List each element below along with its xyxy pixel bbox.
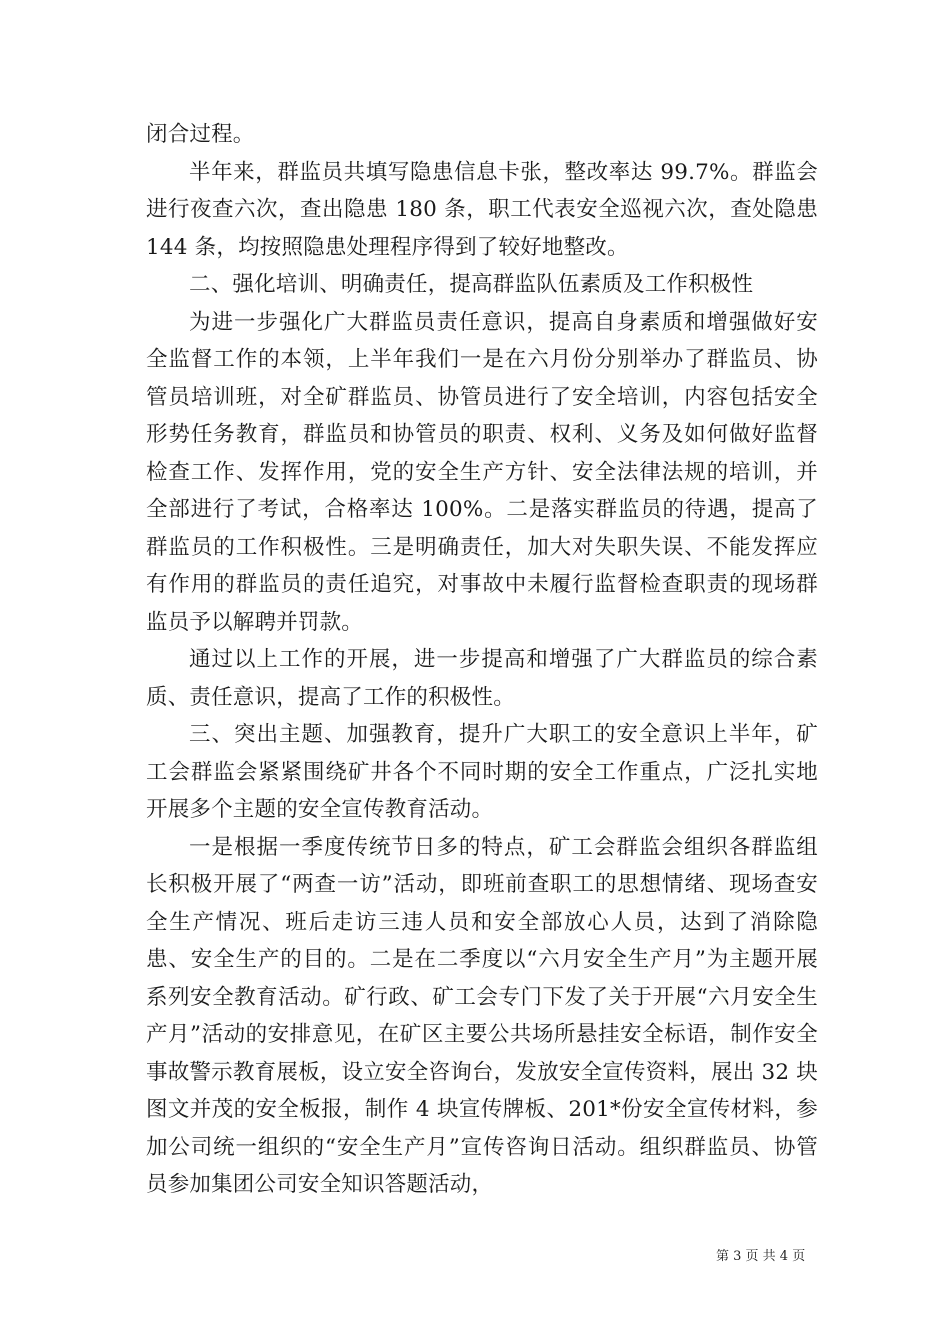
- paragraph-5: 通过以上工作的开展，进一步提高和增强了广大群监员的综合素质、责任意识，提高了工作的积极性。: [146, 647, 818, 710]
- paragraph-7: 一是根据一季度传统节日多的特点，矿工会群监会组织各群监组长积极开展了“两查一访”活动，即班前查职工的思想情绪、现场查安全生产情况、班后走访三违人员和安全部放心人员，达到了消除隐患、安全生产的目的。二是在二季度以“六月安全生产月”为主题开展系列安全教育活动。矿行政、矿工会专门下发了关于开展“六月安全生产月”活动的安排意见，在矿区主要公共场所悬挂安全标语，制作安全事故警示教育展板，设立安全咨询台，发放安全宣传资料，展出 32 块图文并茂的安全板报，制作 4 块宣传牌板、201*份安全宣传材料，参加公司统一组织的“安全生产月”宣传咨询日活动。组织群监员、协管员参加集团公司安全知识答题活动，: [146, 834, 818, 1197]
- paragraph-4: 为进一步强化广大群监员责任意识，提高自身素质和增强做好安全监督工作的本领，上半年我们一是在六月份分别举办了群监员、协管员培训班，对全矿群监员、协管员进行了安全培训，内容包括安全形势任务教育，群监员和协管员的职责、权利、义务及如何做好监督检查工作、发挥作用，党的安全生产方针、安全法律法规的培训，并全部进行了考试，合格率达 100%。二是落实群监员的待遇，提高了群监员的工作积极性。三是明确责任，加大对失职失误、不能发挥应有作用的群监员的责任追究，对事故中未履行监督检查职责的现场群监员予以解聘并罚款。: [146, 309, 818, 635]
- paragraph-2: 半年来，群监员共填写隐患信息卡张，整改率达 99.7%。群监会进行夜查六次，查出隐患 180 条，职工代表安全巡视六次，查处隐患 144 条，均按照隐患处理程序得到了较好地整改。: [146, 159, 818, 260]
- paragraph-1: 闭合过程。: [146, 122, 255, 147]
- section-heading-2: 二、强化培训、明确责任，提高群监队伍素质及工作积极性: [189, 272, 754, 297]
- document-body: [146, 116, 818, 1204]
- section-heading-3: 三、突出主题、加强教育，提升广大职工的安全意识上半年，矿工会群监会紧紧围绕矿井各个不同时期的安全工作重点，广泛扎实地开展多个主题的安全宣传教育活动。: [146, 722, 818, 822]
- page-number: 第 3 页 共 4 页: [716, 1249, 806, 1264]
